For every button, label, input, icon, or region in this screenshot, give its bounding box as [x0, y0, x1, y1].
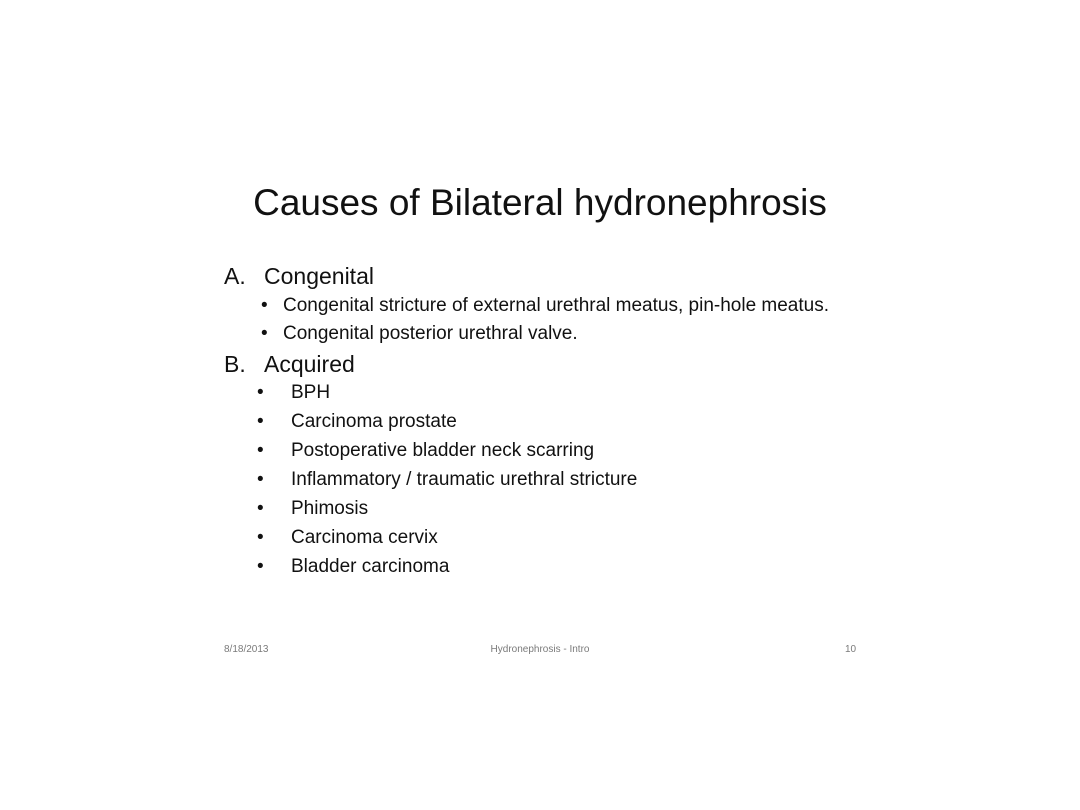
list-item: [224, 439, 864, 468]
list-item-text: Congenital posterior urethral valve.: [283, 323, 578, 344]
section-heading-acquired: [224, 350, 864, 378]
bullet-icon: •: [261, 295, 268, 316]
section-heading-congenital: [224, 262, 864, 290]
list-item-text: Carcinoma cervix: [291, 527, 438, 548]
list-item-text: Carcinoma prostate: [291, 411, 457, 432]
slide-content: [224, 262, 864, 584]
congenital-list: [224, 294, 864, 345]
list-item-text: BPH: [291, 382, 331, 403]
footer-date: 8/18/2013: [224, 644, 269, 655]
list-item: [224, 526, 864, 555]
bullet-icon: •: [257, 382, 264, 403]
section-title: Acquired: [264, 351, 355, 377]
bullet-icon: •: [257, 527, 264, 548]
bullet-icon: •: [261, 323, 268, 344]
list-item-text: Postoperative bladder neck scarring: [291, 440, 595, 461]
list-item: [224, 322, 864, 345]
bullet-icon: •: [257, 469, 264, 490]
list-item: [224, 381, 864, 410]
list-item-text: Phimosis: [291, 498, 369, 519]
list-item-text: Inflammatory / traumatic urethral stricture: [291, 469, 638, 490]
section-letter: A.: [224, 263, 246, 289]
slide-title: Causes of Bilateral hydronephrosis: [253, 182, 827, 223]
list-item: [224, 555, 864, 584]
bullet-icon: •: [257, 440, 264, 461]
section-title: Congenital: [264, 263, 374, 289]
list-item-text: Congenital stricture of external urethral meatus, pin-hole meatus.: [283, 295, 829, 316]
bullet-icon: •: [257, 498, 264, 519]
list-item: [224, 468, 864, 497]
list-item-text: Bladder carcinoma: [291, 556, 450, 577]
bullet-icon: •: [257, 556, 264, 577]
slide-number: 10: [845, 644, 857, 655]
list-item: [224, 497, 864, 526]
acquired-list: [224, 381, 864, 584]
list-item: [224, 410, 864, 439]
footer-title: Hydronephrosis - Intro: [490, 644, 590, 655]
list-item: [224, 294, 864, 317]
section-letter: B.: [224, 351, 246, 377]
bullet-icon: •: [257, 411, 264, 432]
